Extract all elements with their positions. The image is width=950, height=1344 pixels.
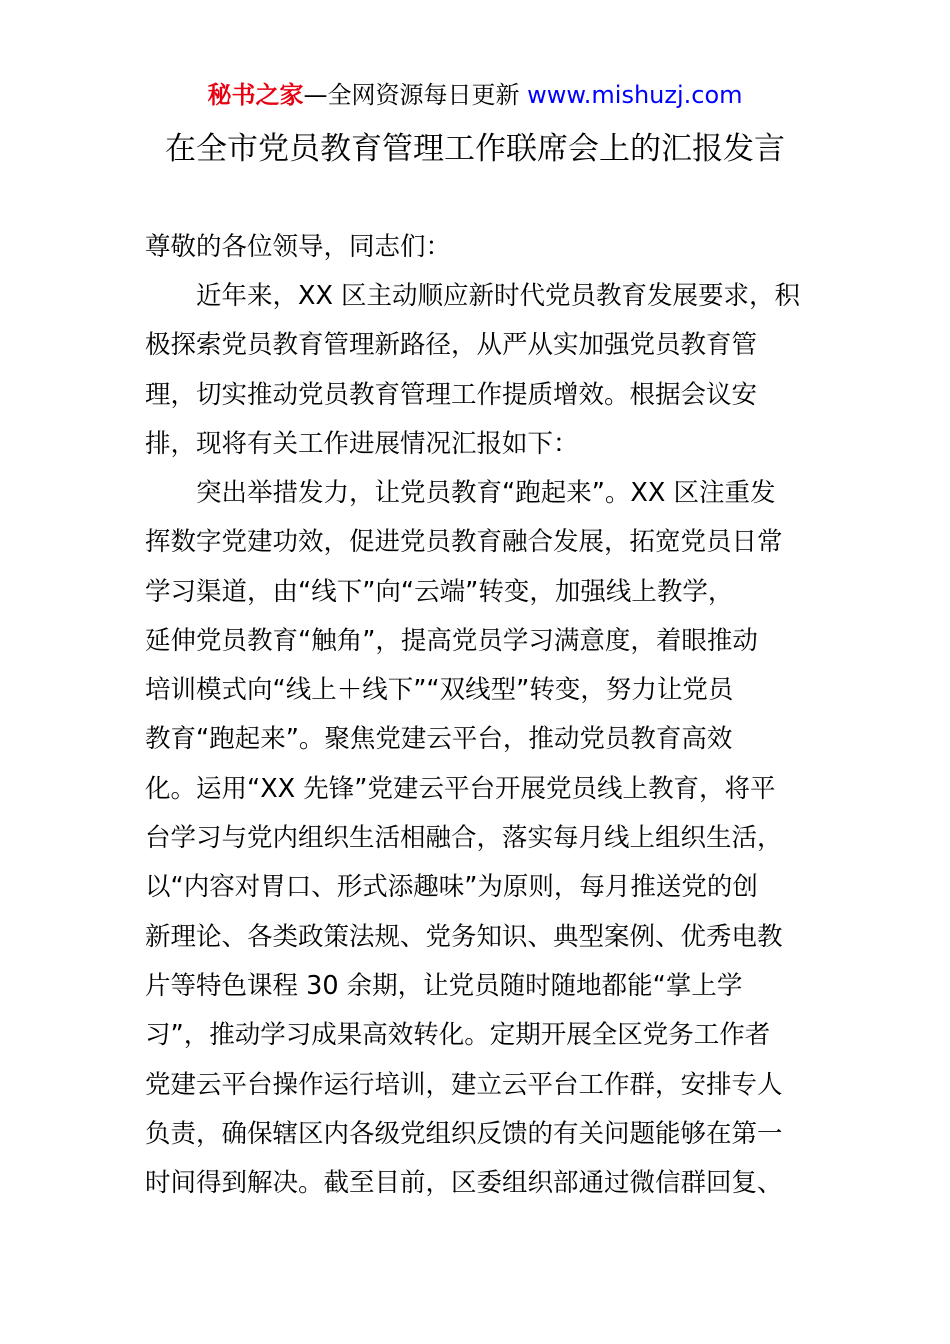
paragraph-intro [145, 272, 815, 469]
paragraph-line: 理，切实推动党员教育管理工作提质增效。根据会议安 [145, 379, 758, 410]
paragraph-line: 台学习与党内组织生活相融合，落实每月线上组织生活， [145, 823, 783, 854]
site-brand: 秘书之家 [207, 81, 304, 109]
paragraph-line: 以“内容对胃口、形式添趣味”为原则，每月推送党的创 [145, 872, 758, 903]
site-header [0, 78, 950, 112]
paragraph-line: 排，现将有关工作进展情况汇报如下： [145, 428, 579, 459]
greeting-line: 尊敬的各位领导，同志们： [145, 232, 452, 262]
paragraph-line: 新理论、各类政策法规、党务知识、典型案例、优秀电教 [145, 921, 783, 952]
paragraph-line: 片等特色课程 30 余期，让党员随时随地都能“掌上学 [145, 970, 743, 1001]
site-slogan: —全网资源每日更新 [303, 81, 528, 109]
paragraph-line: 极探索党员教育管理新路径，从严从实加强党员教育管 [145, 330, 758, 361]
paragraph-line: 近年来，XX 区主动顺应新时代党员教育发展要求，积 [145, 281, 801, 311]
document-title: 在全市党员教育管理工作联席会上的汇报发言 [165, 131, 785, 167]
paragraph-body [145, 469, 815, 1208]
site-url-link[interactable]: www.mishuzj.com [527, 81, 743, 109]
paragraph-line: 教育“跑起来”。聚焦党建云平台，推动党员教育高效 [145, 724, 733, 755]
paragraph-line: 习”，推动学习成果高效转化。定期开展全区党务工作者 [145, 1020, 771, 1051]
paragraph-line: 负责，确保辖区内各级党组织反馈的有关问题能够在第一 [145, 1118, 783, 1149]
paragraph-line: 时间得到解决。截至目前，区委组织部通过微信群回复、 [145, 1168, 783, 1199]
paragraph-line: 挥数字党建功效，促进党员教育融合发展，拓宽党员日常 [145, 527, 783, 558]
paragraph-line: 培训模式向“线上＋线下”“双线型”转变，努力让党员 [145, 675, 734, 706]
paragraph-line: 化。运用“XX 先锋”党建云平台开展党员线上教育，将平 [145, 773, 776, 804]
paragraph-line: 延伸党员教育“触角”，提高党员学习满意度，着眼推动 [145, 625, 758, 656]
paragraph-line: 突出举措发力，让党员教育“跑起来”。XX 区注重发 [145, 478, 776, 508]
paragraph-line: 党建云平台操作运行培训，建立云平台工作群，安排专人 [145, 1069, 783, 1100]
paragraph-line: 学习渠道，由“线下”向“云端”转变，加强线上教学， [145, 576, 734, 607]
